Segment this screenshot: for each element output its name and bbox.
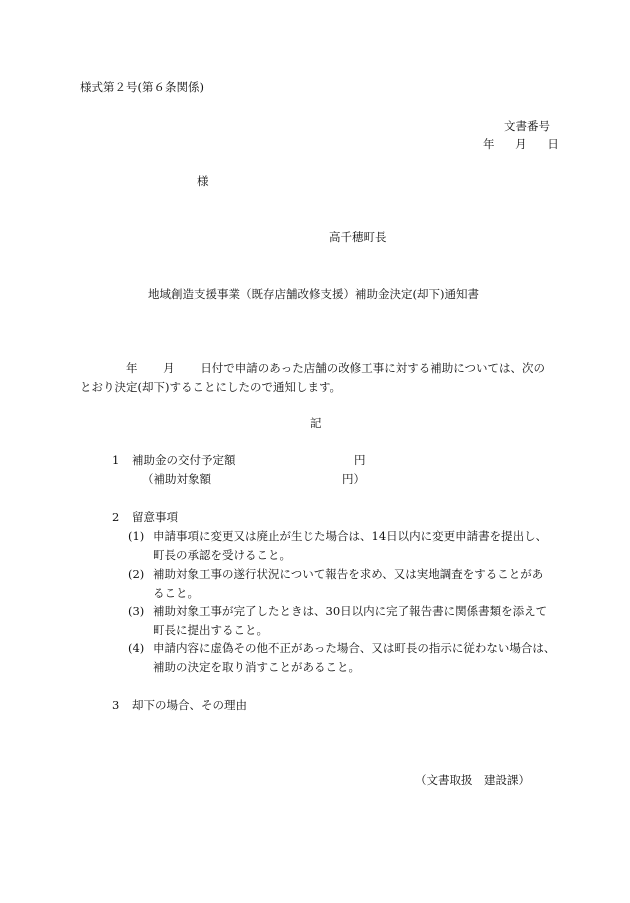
note-line1: 申請内容に虚偽その他不正があった場合、又は町長の指示に従わない場合は、	[153, 641, 556, 655]
section2-label: 留意事項	[132, 510, 178, 524]
section3-label: 却下の場合、その理由	[132, 698, 247, 712]
document-title: 地域創造支援事業（既存店舗改修支援）補助金決定(却下)通知書	[148, 287, 479, 301]
form-label: 様式第２号(第６条関係)	[80, 80, 204, 94]
section1-sub-label: （補助対象額	[142, 472, 211, 486]
note-line1: 補助対象工事が完了したときは、30日以内に完了報告書に関係書類を添えて	[153, 604, 548, 618]
note-number: (3)	[128, 604, 145, 618]
date-month: 月	[515, 137, 527, 151]
note-number: (2)	[128, 567, 145, 581]
body-line1-rest: 日付で申請のあった店舗の改修工事に対する補助については、次の	[200, 361, 545, 375]
section1-sub-unit: 円）	[342, 472, 365, 486]
sender-name: 高千穂町長	[329, 230, 387, 244]
section1-label: 補助金の交付予定額	[132, 453, 236, 467]
body-month: 月	[163, 361, 175, 375]
section1-unit: 円	[354, 453, 366, 467]
note-line2: 町長に提出すること。	[153, 623, 268, 637]
body-paragraph-line2: とおり決定(却下)することにしたので通知します。	[80, 380, 342, 394]
body-paragraph-line1	[126, 363, 545, 375]
date-day: 日	[547, 137, 559, 151]
section1-number: 1	[112, 453, 120, 467]
addressee-suffix: 様	[197, 174, 209, 188]
body-year: 年	[126, 361, 138, 375]
section2-number: 2	[112, 510, 120, 524]
note-line2: ること。	[153, 586, 199, 600]
note-number: (1)	[128, 529, 145, 543]
note-line2: 補助の決定を取り消すことがあること。	[153, 660, 360, 674]
ki-heading: 記	[310, 416, 322, 430]
note-line2: 町長の承認を受けること。	[153, 548, 291, 562]
date-year: 年	[483, 137, 495, 151]
note-line1: 補助対象工事の遂行状況について報告を求め、又は実地調査をすることがあ	[153, 567, 544, 581]
note-line1: 申請事項に変更又は廃止が生じた場合は、14日以内に変更申請書を提出し、	[153, 529, 548, 543]
section3-number: 3	[112, 698, 120, 712]
note-number: (4)	[128, 641, 145, 655]
date-line	[483, 139, 559, 151]
footer-note: （文書取扱 建設課）	[415, 773, 530, 787]
document-number-label: 文書番号	[504, 119, 550, 133]
